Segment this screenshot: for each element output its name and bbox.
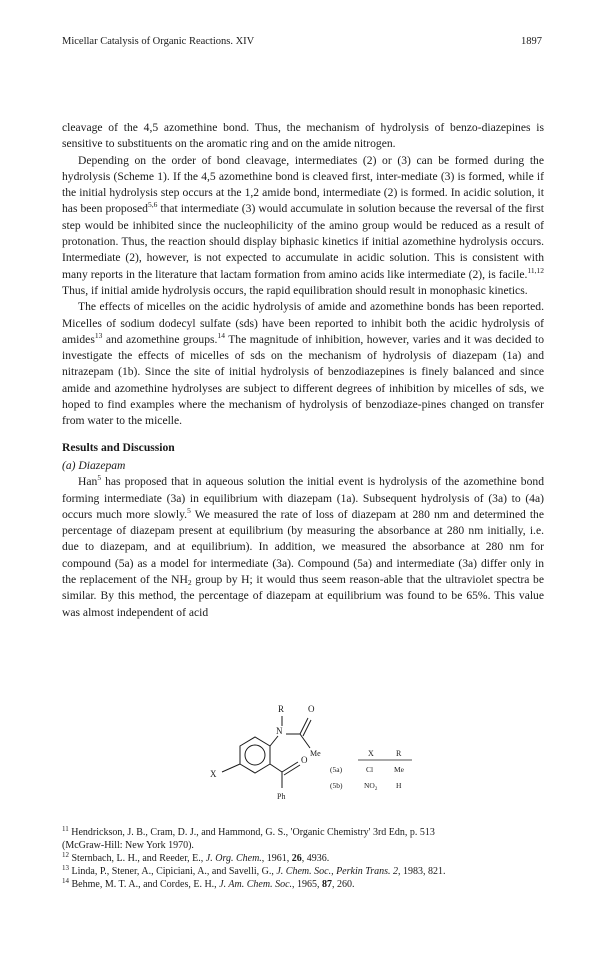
label-N: N — [276, 726, 283, 736]
running-head — [62, 36, 542, 47]
table-row-5b-R: H — [396, 781, 402, 790]
paragraph-diazepam: Han$^5$ has proposed that in aqueous solution the initial event is hydrolysis of the azomethine bond forming intermediate (3a) in equilibrium with diazepam (1a). Subsequent hydrolysis of (3a) to (4a) occurs much more slowly.$^5$ We measured the rate of loss of diazepam at 280 nm and determined the percentage of diazepam present at equilibrium (by measuring the absorbance at 280 nm initially, i.e. due to diazepam, and at equilibrium). In addition, we measured the absorbance at 280 nm for compound (5a) as a model for intermediate (3a). Compound (5a) and intermediate (3a) differ only in the replacement of the $NH_2$ group by H; it would thus seem reason-able that the ultraviolet spectra be similar. By this method, the percentage of diazepam at equilibrium was found to be 65%. This value was almost independent of acid — [62, 473, 545, 619]
article-body — [62, 120, 544, 621]
footnote-13: $^{13}$ Linda, P., Stener, A., Cipiciani, A., and Savelli, G., J. Chem. Soc., Perkin Trans. 2, 1983, 821. — [62, 864, 446, 877]
footnotes — [62, 826, 544, 891]
substituent-table — [330, 749, 412, 792]
aromatic-circle — [245, 745, 265, 765]
section-heading: Results and Discussion — [62, 440, 175, 454]
compound-5-structure — [200, 696, 430, 808]
label-O-ketone: O — [301, 755, 308, 765]
label-Ph: Ph — [277, 792, 286, 801]
label-R: R — [278, 704, 285, 714]
table-row-5a-R: Me — [394, 765, 404, 774]
paragraph-continued: cleavage of the 4,5 azomethine bond. Thus, the mechanism of hydrolysis of benzo-diazepines is sensitive to substituents on the aromatic ring and on the amide nitrogen. — [62, 121, 544, 151]
page-number: 1897 — [521, 36, 542, 47]
footnote-14: $^{14}$ Behme, M. T. A., and Cordes, E. H., J. Am. Chem. Soc., 1965, 87, 260. — [62, 877, 355, 890]
footnote-11-continued: (McGraw-Hill: New York 1970). — [62, 840, 194, 851]
table-header-R: R — [396, 749, 402, 758]
paragraph-micelle-effects: The effects of micelles on the acidic hydrolysis of amide and azomethine bonds has been reported. Micelles of sodium dodecyl sulfate (sds) have been reported to inhibit both the acidic hydrolysis of amides$^{13}$ and azomethine groups.$^{14}$ The magnitude of inhibition, however, varies and it was decided to investigate the effects of micelles of sds on the mechanism of hydrolysis of diazepam (1a) and nitrazepam (1b). Since the site of initial hydrolysis of benzodiazepines is finely balanced and since amide and azomethine hydrolyses are subject to different degrees of inhibition by micelles of sds, we hoped to find examples where the mechanism of hydrolysis of benzodiaze-pines changed on transfer from water to the micelle. — [62, 300, 544, 428]
label-O-amide: O — [308, 704, 315, 714]
journal-running-title: Micellar Catalysis of Organic Reactions. XIV — [62, 36, 255, 47]
paragraph-order-of-cleavage: Depending on the order of bond cleavage, intermediates (2) or (3) can be formed during the hydrolysis (Scheme 1). If the 4,5 azomethine bond is cleaved first, inter-mediate (3) is formed, while if the initial hydrolysis step occurs at the 1,2 amide bond, intermediate (2) is formed. In acidic solution, it has been proposed$^{5,6}$ that intermediate (3) would accumulate in solution because the reversal of the first step would be inhibited since the nucleophilicity of the amino group would be reduced as a result of protonation. Thus, the reaction should display biphasic kinetics if initial azomethine hydrolysis occurs. Intermediate (2), however, is not expected to accumulate in acidic solution. This is consistent with many reports in the literature that lactam formation from amino acids like intermediate (2), is facile.$^{11,12}$ Thus, if initial amide hydrolysis occurs, the rapid equilibration should result in monophasic kinetics. — [62, 153, 545, 297]
footnote-12: $^{12}$ Sternbach, L. H., and Reeder, E., J. Org. Chem., 1961, 26, 4936. — [62, 851, 330, 864]
footnote-11: $^{11}$ Hendrickson, J. B., Cram, D. J., and Hammond, G. S., 'Organic Chemistry' 3rd Edn, p. 513 — [62, 825, 435, 838]
table-row-5a-X: Cl — [366, 765, 374, 774]
label-Me: Me — [310, 749, 321, 758]
table-row-5b-X: $NO_2$ — [364, 781, 378, 792]
subsection-heading: (a) Diazepam — [62, 458, 126, 472]
label-X: X — [210, 769, 217, 779]
table-row-5a-id: (5a) — [330, 765, 343, 774]
table-header-X: X — [368, 749, 374, 758]
table-row-5b-id: (5b) — [330, 781, 343, 790]
